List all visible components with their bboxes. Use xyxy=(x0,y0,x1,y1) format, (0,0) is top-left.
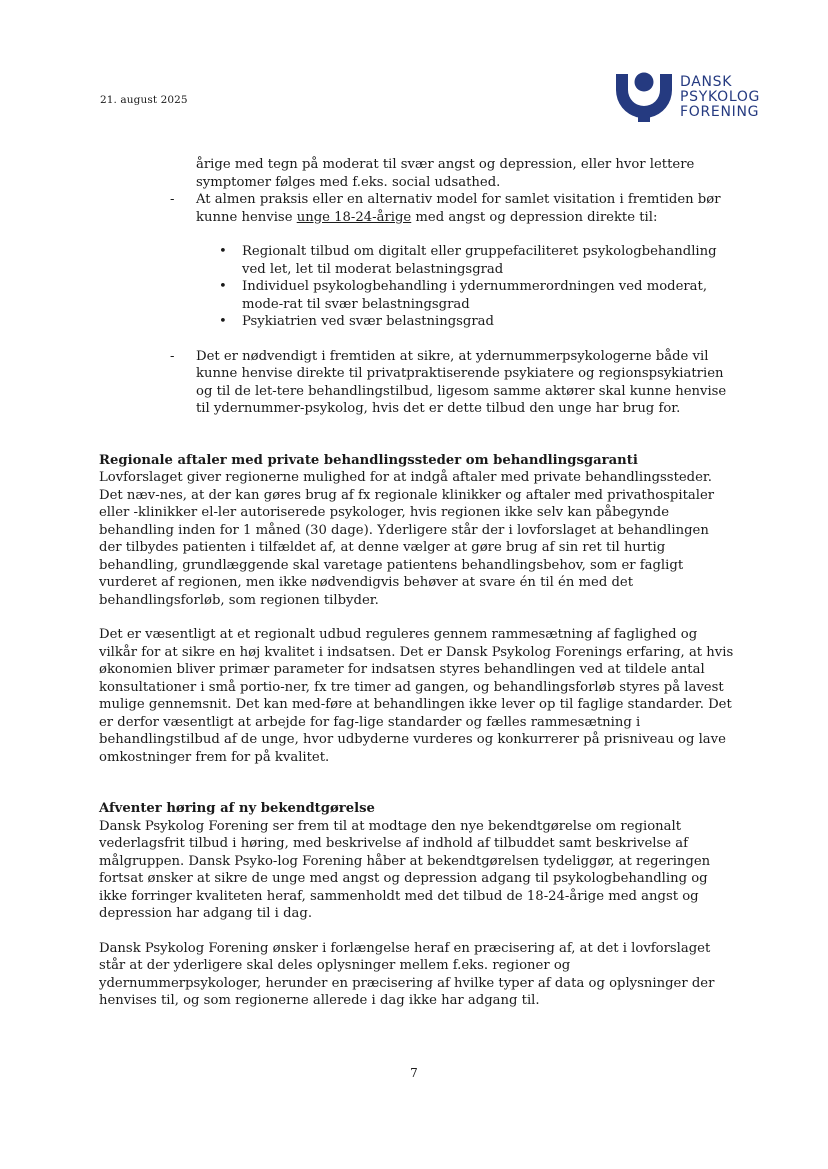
page-number: 7 xyxy=(410,1066,418,1080)
document-body xyxy=(99,156,735,1010)
dash-marker: - xyxy=(170,192,175,207)
list-item-continuation: årige med tegn på moderat til svær angst og depression, eller hvor lettere symptomer følges med f.eks. social udsathed. xyxy=(196,157,695,190)
logo-line-1: DANSK xyxy=(680,74,733,90)
bullet-list-item xyxy=(99,278,735,313)
bullet-text: Individuel psykologbehandling i ydernummerordningen ved moderat, mode-rat til svær belastningsgrad xyxy=(242,279,708,312)
section-heading: Regionale aftaler med private behandlingssteder om behandlingsgaranti xyxy=(99,452,638,468)
dash-list-item xyxy=(99,191,735,226)
list-item-text-end: med angst og depression direkte til: xyxy=(411,209,658,225)
dash-marker: - xyxy=(170,348,175,364)
bullet-text: Regionalt tilbud om digitalt eller gruppefaciliteret psykologbehandling ved let, let til moderat belastningsgrad xyxy=(242,244,717,277)
bullet-marker: • xyxy=(219,244,227,259)
paragraph: Dansk Psykolog Forening ønsker i forlængelse heraf en præcisering af, at det i lovforslaget står at der yderligere skal deles oplysninger mellem f.eks. regioner og ydernummerpsykologer, herunder en præcisering af hvilke typer af data og oplysninger der henvises til, og som regionerne allerede i dag ikke har adgang til. xyxy=(99,940,715,1008)
bullet-marker: • xyxy=(219,279,227,294)
dash-list-item xyxy=(99,348,735,418)
dansk-psykolog-forening-logo xyxy=(612,70,782,126)
list-item-text: Det er nødvendigt i fremtiden at sikre, at ydernummerpsykologerne både vil kunne henvise direkte til privatpraktiserende psykiatere og regionspsykiatrien og til de let-tere behandlingstilbud, ligesom samme aktører skal kunne henvise til ydernummer-psykolog, hvis det er dette tilbud den unge har brug for. xyxy=(196,348,727,416)
paragraph: Dansk Psykolog Forening ser frem til at modtage den nye bekendtgørelse om regionalt vederlagsfrit tilbud i høring, med beskrivelse af indhold af tilbuddet samt beskrivelse af målgruppen. Dansk Psyko-log Forening håber at bekendtgørelsen tydeliggør, at regeringen fortsat ønsker at sikre de unge med angst og depression adgang til psykologbehandling og ikke forringer kvaliteten heraf, sammenholdt med det tilbud de 18-24-årige med angst og depression har adgang til i dag. xyxy=(99,818,711,921)
paragraph: Lovforslaget giver regionerne mulighed for at indgå aftaler med private behandlingssteder. Det næv-nes, at der kan gøres brug af fx regionale klinikker og aftaler med privathospitaler eller -klinikker el-ler autoriserede psykologer, hvis regionen ikke selv kan påbegynde behandling inden for 1 måned (30 dage). Yderligere står der i lovforslaget at behandlingen der tilbydes patienten i tilfældet af, at denne vælger at gøre brug af sin ret til hurtig behandling, grundlæggende skal varetage patientens behandlingsbehov, som er fagligt vurderet af regionen, men ikke nødvendigvis behøver at svare én til én med det behandlingsforløb, som regionen tilbyder. xyxy=(99,470,715,608)
paragraph: Det er væsentligt at et regionalt udbud reguleres gennem rammesætning af faglighed og vilkår for at sikre en høj kvalitet i indsatsen. Det er Dansk Psykolog Forenings erfaring, at hvis økonomien bliver primær parameter for indsatsen styres behandlingen ved at tildele antal konsultationer i små portio-ner, fx tre timer ad gangen, og behandlingsforløb styres på lavest mulige gennemsnit. Det kan med-føre at behandlingen ikke lever op til faglige standarder. Det er derfor væsentligt at arbejde for fag-lige standarder og fælles rammesætning i behandlingstilbud af de unge, hvor udbyderne vurderes og konkurrerer på prisniveau og lave omkostninger frem for på kvalitet. xyxy=(99,627,734,765)
bullet-marker: • xyxy=(219,314,227,329)
logo-line-3: FORENING xyxy=(680,104,760,120)
bullet-list-item xyxy=(99,243,735,278)
bullet-text: Psykiatrien ved svær belastningsgrad xyxy=(242,314,494,329)
logo-mark-icon xyxy=(612,70,676,122)
logo-line-2: PSYKOLOG xyxy=(680,89,761,105)
bullet-list-item xyxy=(99,313,735,331)
logo-text xyxy=(680,75,760,120)
document-date: 21. august 2025 xyxy=(100,94,188,106)
list-item-text: At almen praksis eller en alternativ model for samlet visitation i fremtiden bør kunne henvise xyxy=(196,192,721,225)
underlined-phrase: unge 18-24-årige xyxy=(296,209,412,225)
section-heading: Afventer høring af ny bekendtgørelse xyxy=(99,801,375,816)
